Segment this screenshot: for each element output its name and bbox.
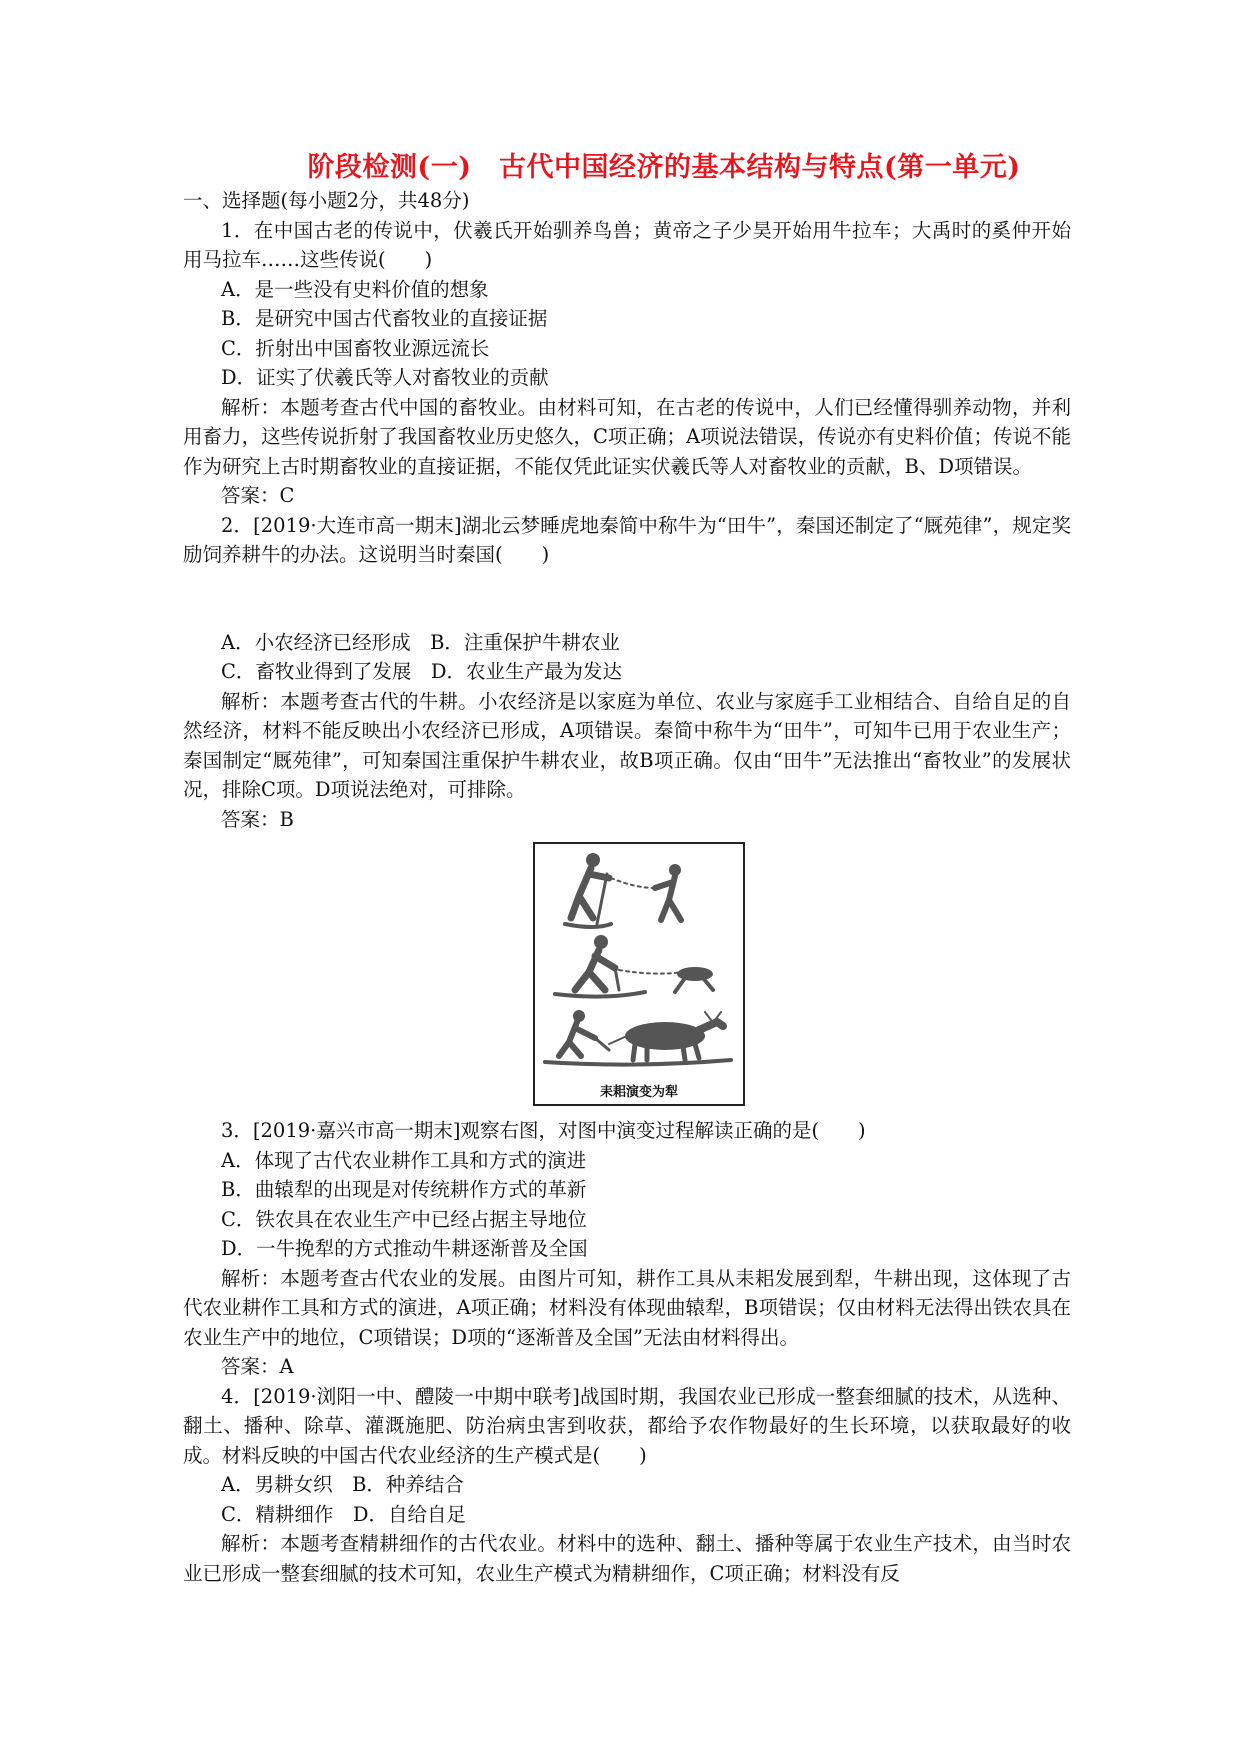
question-stem: 3．[2019·嘉兴市高一期末]观察右图，对图中演变过程解读正确的是( )	[221, 1119, 866, 1142]
option-a: A．是一些没有史料价值的想象	[221, 277, 489, 301]
question-stem: 2．[2019·大连市高一期末]湖北云梦睡虎地秦简中称牛为“田牛”，秦国还制定了“厩苑律”，规定奖励饲养耕牛的办法。这说明当时秦国( )	[183, 513, 1071, 566]
question-stem: 1．在中国古老的传说中，伏羲氏开始驯养鸟兽；黄帝之子少昊开始用牛拉车；大禹时的奚仲开始用马拉车……这些传说( )	[183, 218, 1071, 271]
options-c-d: C．精耕细作 D．自给自足	[221, 1502, 467, 1526]
option-c: C．折射出中国畜牧业源远流长	[221, 336, 490, 360]
answer: 答案：A	[221, 1355, 294, 1378]
options-c-d: C．畜牧业得到了发展 D．农业生产最为发达	[221, 660, 623, 683]
plough-evolution-illustration	[535, 844, 743, 1104]
document-page	[183, 150, 1071, 1588]
analysis: 解析：本题考查古代农业的发展。由图片可知，耕作工具从耒耜发展到犁，牛耕出现，这体现了古代农业耕作工具和方式的演进，A项正确；材料没有体现曲辕犁，B项错误；仅由材料无法得出铁农具在农业生产中的地位，C项错误；D项的“逐渐普及全国”无法由材料得出。	[183, 1266, 1071, 1349]
option-b: B．曲辕犁的出现是对传统耕作方式的革新	[221, 1178, 587, 1201]
plough-evolution-figure	[533, 842, 745, 1106]
analysis: 解析：本题考查古代的牛耕。小农经济是以家庭为单位、农业与家庭手工业相结合、自给自足的自然经济，材料不能反映出小农经济已形成，A项错误。秦简中称牛为“田牛”，可知牛已用于农业生产；秦国制定“厩苑律”，可知秦国注重保护牛耕农业，故B项正确。仅由“田牛”无法推出“畜牧业”的发展状况，排除C项。D项说法绝对，可排除。	[183, 689, 1071, 801]
question-2	[183, 511, 1071, 835]
option-a: A．体现了古代农业耕作工具和方式的演进	[221, 1148, 587, 1172]
options-a-b: A．男耕女织 B．种养结合	[221, 1473, 464, 1496]
options-a-b: A．小农经济已经形成 B．注重保护牛耕农业	[221, 630, 620, 654]
analysis: 解析：本题考查古代中国的畜牧业。由材料可知，在古老的传说中，人们已经懂得驯养动物，并利用畜力，这些传说折射了我国畜牧业历史悠久，C项正确；A项说法错误，传说亦有史料价值；传说不能作为研究上古时期畜牧业的直接证据，不能仅凭此证实伏羲氏等人对畜牧业的贡献，B、D项错误。	[183, 395, 1071, 478]
figure-caption: 耒耜演变为犁	[599, 1085, 678, 1100]
section-heading: 一、选择题(每小题2分，共48分)	[183, 189, 470, 212]
option-b: B．是研究中国古代畜牧业的直接证据	[221, 307, 548, 330]
question-stem: 4．[2019·浏阳一中、醴陵一中期中联考]战国时期，我国农业已形成一整套细腻的技术，从选种、翻土、播种、除草、灌溉施肥、防治病虫害到收获，都给予农作物最好的生长环境，以获取最好的收成。材料反映的中国古代农业经济的生产模式是( )	[183, 1384, 1071, 1467]
blank-space	[183, 570, 1071, 628]
document-title: 阶段检测(一) 古代中国经济的基本结构与特点(第一单元)	[307, 152, 1021, 183]
answer: 答案：B	[221, 807, 294, 831]
option-d: D．一牛挽犁的方式推动牛耕逐渐普及全国	[221, 1237, 588, 1260]
answer: 答案：C	[221, 484, 295, 507]
option-c: C．铁农具在农业生产中已经占据主导地位	[221, 1207, 587, 1231]
analysis: 解析：本题考查精耕细作的古代农业。材料中的选种、翻土、播种等属于农业生产技术，由当时农业已形成一整套细腻的技术可知，农业生产模式为精耕细作，C项正确；材料没有反	[183, 1532, 1071, 1585]
question-3	[183, 1116, 1071, 1382]
option-d: D．证实了伏羲氏等人对畜牧业的贡献	[221, 366, 549, 389]
question-4	[183, 1382, 1071, 1589]
question-1	[183, 216, 1071, 511]
